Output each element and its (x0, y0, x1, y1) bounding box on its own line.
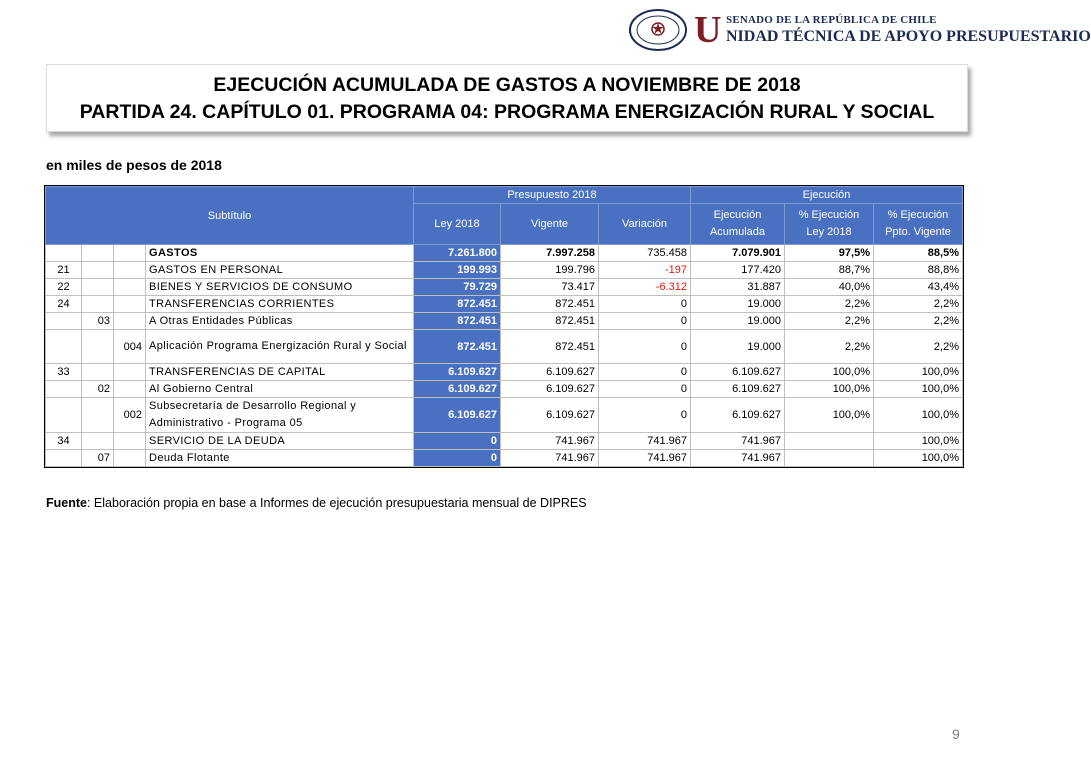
variacion-cell: 0 (599, 296, 691, 313)
item-cell (82, 245, 114, 262)
source-text: : Elaboración propia en base a Informes de ejecución presupuestaria mensual de DIPRES (86, 496, 587, 510)
descripcion-cell: Subsecretaría de Desarrollo Regional y Administrativo - Programa 05 (146, 398, 414, 433)
header-ejec-acum-line2: Acumulada (709, 226, 766, 238)
asignacion-cell (114, 296, 146, 313)
vigente-cell: 6.109.627 (501, 364, 599, 381)
header-pct-vigente (874, 204, 963, 245)
subtitulo-cell (46, 330, 82, 364)
ley-cell: 79.729 (414, 279, 501, 296)
descripcion-cell: Deuda Flotante (146, 450, 414, 467)
ejecucion-cell: 19.000 (691, 296, 785, 313)
variacion-cell: 741.967 (599, 433, 691, 450)
header-variacion: Variación (599, 204, 691, 245)
ley-cell: 6.109.627 (414, 381, 501, 398)
brand-line-2: NIDAD TÉCNICA DE APOYO PRESUPUESTARIO (726, 28, 1091, 45)
subtitulo-cell (46, 450, 82, 467)
pct-ley-cell: 88,7% (785, 262, 874, 279)
ley-cell: 0 (414, 450, 501, 467)
table-row (46, 279, 963, 296)
pct-vigente-cell: 43,4% (874, 279, 963, 296)
variacion-cell: 0 (599, 313, 691, 330)
ejecucion-cell: 6.109.627 (691, 364, 785, 381)
budget-table (45, 186, 963, 467)
header-ley: Ley 2018 (414, 204, 501, 245)
pct-vigente-cell: 100,0% (874, 450, 963, 467)
header-ejecucion: Ejecución (691, 187, 963, 204)
descripcion-cell: GASTOS EN PERSONAL (146, 262, 414, 279)
table-row (46, 296, 963, 313)
header-ejecucion-acumulada (691, 204, 785, 245)
pct-vigente-cell: 88,5% (874, 245, 963, 262)
title-line-2: PARTIDA 24. CAPÍTULO 01. PROGRAMA 04: PROGRAMA ENERGIZACIÓN RURAL Y SOCIAL (79, 101, 935, 123)
subtitulo-cell (46, 245, 82, 262)
vigente-cell: 741.967 (501, 450, 599, 467)
descripcion-cell: SERVICIO DE LA DEUDA (146, 433, 414, 450)
vigente-cell: 872.451 (501, 330, 599, 364)
subtitulo-cell: 21 (46, 262, 82, 279)
header-pct-vig-line1: % Ejecución (887, 209, 949, 221)
title-line-1: EJECUCIÓN ACUMULADA DE GASTOS A NOVIEMBRE DE 2018 (213, 74, 801, 96)
ejecucion-cell: 19.000 (691, 313, 785, 330)
descripcion-cell: TRANSFERENCIAS DE CAPITAL (146, 364, 414, 381)
descripcion-cell: TRANSFERENCIAS CORRIENTES (146, 296, 414, 313)
subtitulo-cell (46, 381, 82, 398)
source-label: Fuente (46, 496, 87, 510)
header-ejec-acum-line1: Ejecución (713, 209, 762, 221)
asignacion-cell (114, 313, 146, 330)
table-row (46, 330, 963, 364)
ley-cell: 872.451 (414, 330, 501, 364)
vigente-cell: 199.796 (501, 262, 599, 279)
table-header (46, 187, 963, 245)
vigente-cell: 872.451 (501, 313, 599, 330)
item-cell: 02 (82, 381, 114, 398)
table-row (46, 262, 963, 279)
subtitulo-cell (46, 313, 82, 330)
table-row (46, 433, 963, 450)
asignacion-cell (114, 450, 146, 467)
table-row (46, 245, 963, 262)
asignacion-cell: 002 (114, 398, 146, 433)
ley-cell: 7.261.800 (414, 245, 501, 262)
title-box (46, 64, 968, 132)
vigente-cell: 6.109.627 (501, 381, 599, 398)
subtitulo-cell: 34 (46, 433, 82, 450)
pct-vigente-cell: 100,0% (874, 398, 963, 433)
ley-cell: 6.109.627 (414, 364, 501, 381)
asignacion-cell (114, 433, 146, 450)
senate-logo (628, 8, 1091, 56)
pct-ley-cell: 2,2% (785, 313, 874, 330)
pct-ley-cell: 100,0% (785, 364, 874, 381)
vigente-cell: 6.109.627 (501, 398, 599, 433)
descripcion-cell: GASTOS (146, 245, 414, 262)
pct-vigente-cell: 2,2% (874, 296, 963, 313)
variacion-cell: -6.312 (599, 279, 691, 296)
pct-ley-cell (785, 450, 874, 467)
variacion-cell: 741.967 (599, 450, 691, 467)
ejecucion-cell: 177.420 (691, 262, 785, 279)
ley-cell: 872.451 (414, 296, 501, 313)
pct-vigente-cell: 100,0% (874, 433, 963, 450)
brand-initial: U (694, 9, 722, 51)
header-pct-vig-line2: Ppto. Vigente (885, 226, 951, 238)
senate-seal-icon (628, 8, 688, 52)
ejecucion-cell: 6.109.627 (691, 381, 785, 398)
subtitulo-cell (46, 398, 82, 433)
table-row (46, 398, 963, 433)
pct-ley-cell: 40,0% (785, 279, 874, 296)
pct-ley-cell: 100,0% (785, 381, 874, 398)
subtitulo-cell: 33 (46, 364, 82, 381)
source-note (46, 496, 587, 510)
variacion-cell: 0 (599, 381, 691, 398)
item-cell (82, 398, 114, 433)
table-row (46, 364, 963, 381)
item-cell (82, 364, 114, 381)
ejecucion-cell: 741.967 (691, 450, 785, 467)
pct-vigente-cell: 2,2% (874, 313, 963, 330)
asignacion-cell (114, 364, 146, 381)
variacion-cell: -197 (599, 262, 691, 279)
ejecucion-cell: 6.109.627 (691, 398, 785, 433)
pct-vigente-cell: 88,8% (874, 262, 963, 279)
header-vigente: Vigente (501, 204, 599, 245)
subtitulo-cell: 24 (46, 296, 82, 313)
item-cell (82, 330, 114, 364)
ejecucion-cell: 31.887 (691, 279, 785, 296)
vigente-cell: 872.451 (501, 296, 599, 313)
pct-vigente-cell: 100,0% (874, 381, 963, 398)
ejecucion-cell: 7.079.901 (691, 245, 785, 262)
table-body (46, 245, 963, 467)
pct-vigente-cell: 2,2% (874, 330, 963, 364)
brand-line-1: SENADO DE LA REPÚBLICA DE CHILE (726, 14, 937, 26)
ley-cell: 872.451 (414, 313, 501, 330)
header-subtitulo: Subtítulo (46, 187, 414, 245)
pct-ley-cell: 100,0% (785, 398, 874, 433)
ley-cell: 199.993 (414, 262, 501, 279)
descripcion-cell: BIENES Y SERVICIOS DE CONSUMO (146, 279, 414, 296)
vigente-cell: 73.417 (501, 279, 599, 296)
descripcion-cell: A Otras Entidades Públicas (146, 313, 414, 330)
vigente-cell: 7.997.258 (501, 245, 599, 262)
asignacion-cell: 004 (114, 330, 146, 364)
variacion-cell: 0 (599, 364, 691, 381)
descripcion-cell: Al Gobierno Central (146, 381, 414, 398)
asignacion-cell (114, 279, 146, 296)
item-cell (82, 296, 114, 313)
pct-vigente-cell: 100,0% (874, 364, 963, 381)
item-cell (82, 433, 114, 450)
table-row (46, 313, 963, 330)
item-cell: 03 (82, 313, 114, 330)
ejecucion-cell: 19.000 (691, 330, 785, 364)
header-pct-ley-line1: % Ejecución (798, 209, 860, 221)
table-row (46, 381, 963, 398)
variacion-cell: 0 (599, 398, 691, 433)
vigente-cell: 741.967 (501, 433, 599, 450)
asignacion-cell (114, 262, 146, 279)
ley-cell: 0 (414, 433, 501, 450)
descripcion-cell: Aplicación Programa Energización Rural y Social (146, 330, 414, 364)
asignacion-cell (114, 245, 146, 262)
asignacion-cell (114, 381, 146, 398)
ejecucion-cell: 741.967 (691, 433, 785, 450)
table-row (46, 450, 963, 467)
variacion-cell: 735.458 (599, 245, 691, 262)
page-number: 9 (952, 726, 960, 742)
units-label: en miles de pesos de 2018 (46, 157, 222, 173)
pct-ley-cell: 97,5% (785, 245, 874, 262)
header-presupuesto: Presupuesto 2018 (414, 187, 691, 204)
ley-cell: 6.109.627 (414, 398, 501, 433)
pct-ley-cell: 2,2% (785, 330, 874, 364)
item-cell: 07 (82, 450, 114, 467)
pct-ley-cell (785, 433, 874, 450)
variacion-cell: 0 (599, 330, 691, 364)
header-pct-ley-line2: Ley 2018 (806, 226, 852, 238)
item-cell (82, 262, 114, 279)
header-pct-ley (785, 204, 874, 245)
pct-ley-cell: 2,2% (785, 296, 874, 313)
item-cell (82, 279, 114, 296)
subtitulo-cell: 22 (46, 279, 82, 296)
